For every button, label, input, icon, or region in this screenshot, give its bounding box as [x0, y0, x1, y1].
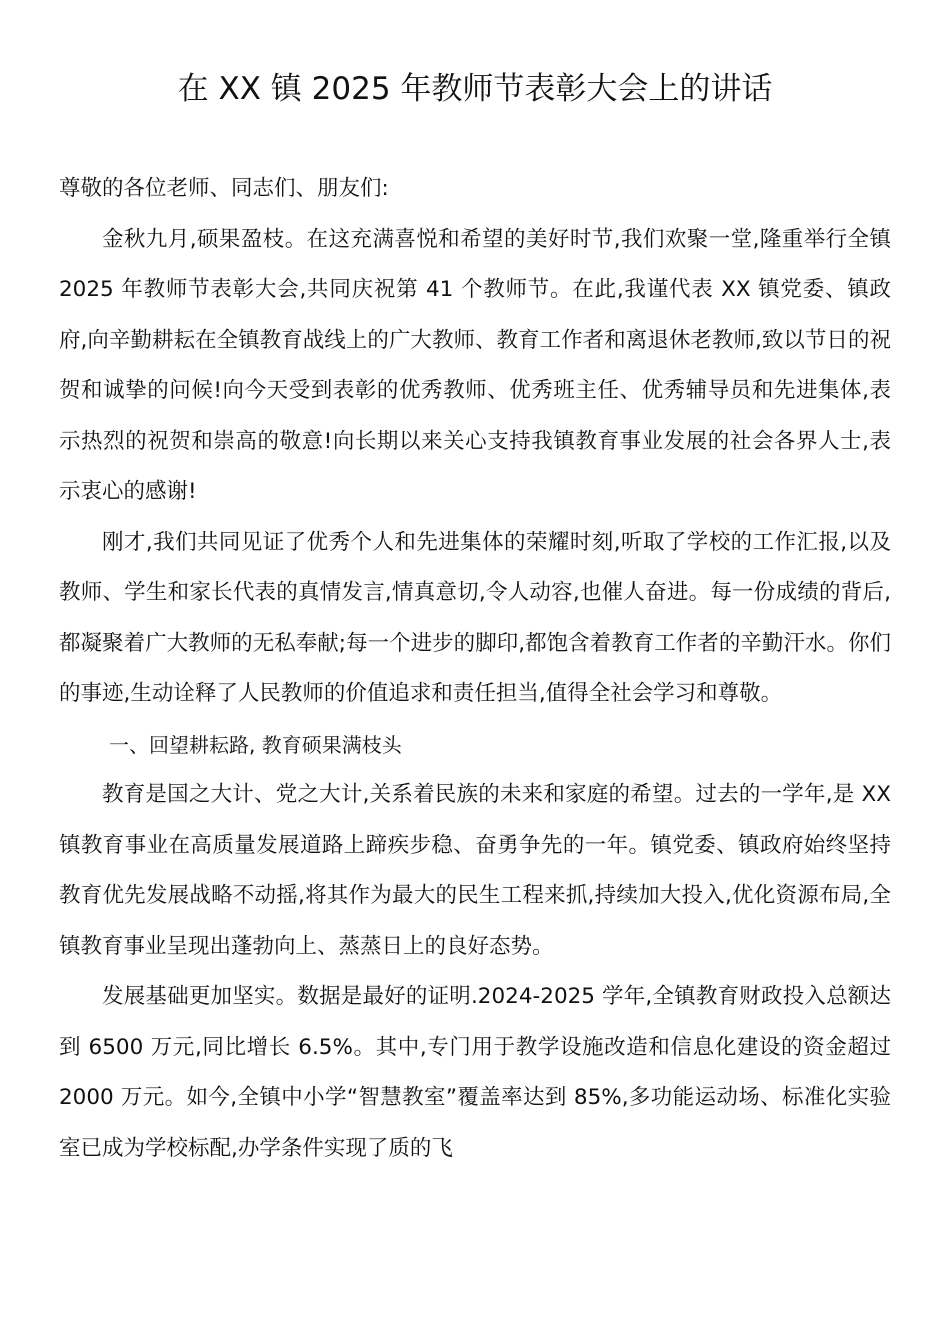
document-body [59, 164, 891, 1174]
document-title: 在 XX 镇 2025 年教师节表彰大会上的讲话 [177, 71, 773, 107]
paragraph: 教育是国之大计、党之大计,关系着民族的未来和家庭的希望。过去的一学年,是 XX 镇教育事业在高质量发展道路上蹄疾步稳、奋勇争先的一年。镇党委、镇政府始终坚持教育优先发展战略不动摇,将其作为最大的民生工程来抓,持续加大投入,优化资源布局,全镇教育事业呈现出蓬勃向上、蒸蒸日上的良好态势。 [59, 782, 891, 959]
paragraph: 刚才,我们共同见证了优秀个人和先进集体的荣耀时刻,听取了学校的工作汇报,以及教师、学生和家长代表的真情发言,情真意切,令人动容,也催人奋进。每一份成绩的背后,都凝聚着广大教师的无私奉献;每一个进步的脚印,都饱含着教育工作者的辛勤汗水。你们的事迹,生动诠释了人民教师的价值追求和责任担当,值得全社会学习和尊敬。 [59, 529, 891, 706]
paragraph: 金秋九月,硕果盈枝。在这充满喜悦和希望的美好时节,我们欢聚一堂,隆重举行全镇 2025 年教师节表彰大会,共同庆祝第 41 个教师节。在此,我谨代表 XX 镇党委、镇政府,向辛勤耕耘在全镇教育战线上的广大教师、教育工作者和离退休老教师,致以节日的祝贺和诚挚的问候!向今天受到表彰的优秀教师、优秀班主任、优秀辅导员和先进集体,表示热烈的祝贺和崇高的敬意!向长期以来关心支持我镇教育事业发展的社会各界人士,表示衷心的感谢! [59, 226, 891, 504]
greeting-line: 尊敬的各位老师、同志们、朋友们: [59, 176, 389, 201]
section-heading: 一、回望耕耘路, 教育硕果满枝头 [109, 732, 402, 757]
paragraph: 发展基础更加坚实。数据是最好的证明.2024-2025 学年,全镇教育财政投入总额达到 6500 万元,同比增长 6.5%。其中,专门用于教学设施改造和信息化建设的资金超过 2000 万元。如今,全镇中小学“智慧教室”覆盖率达到 85%,多功能运动场、标准化实验室已成为学校标配,办学条件实现了质的飞 [59, 984, 891, 1161]
